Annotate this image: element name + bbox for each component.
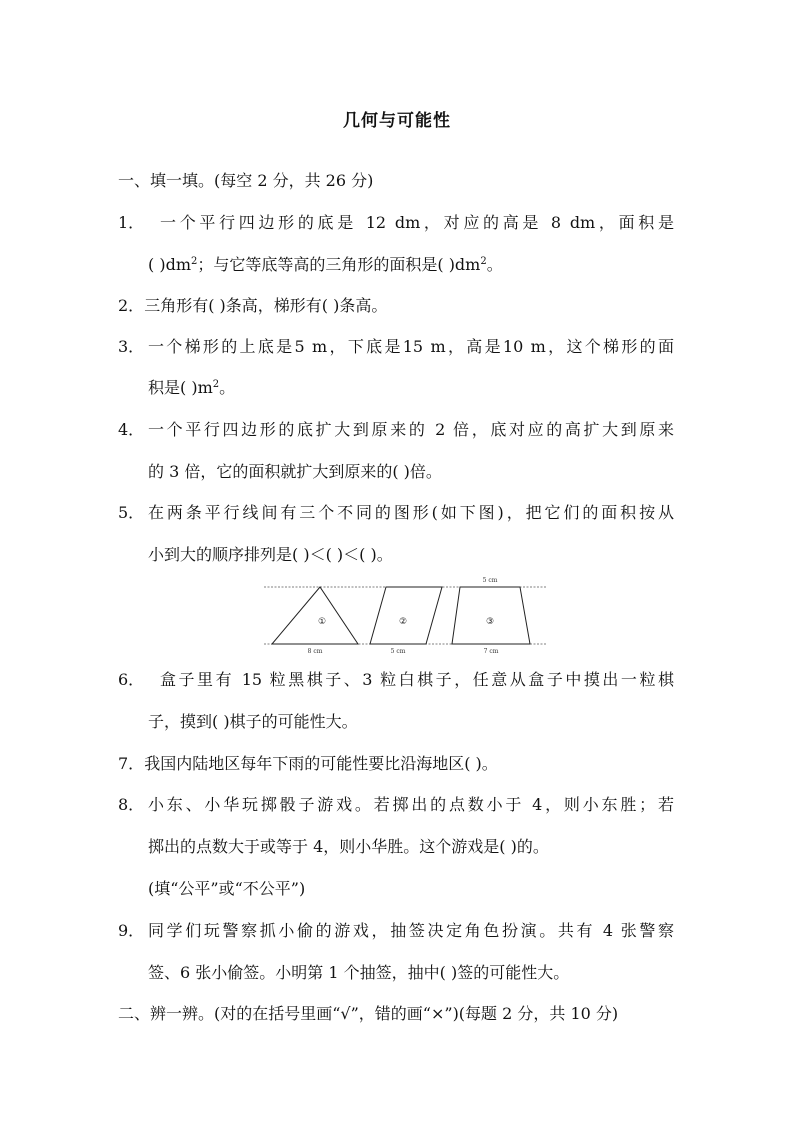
page-title: 几何与可能性 bbox=[343, 111, 451, 131]
parallelogram-mark: ② bbox=[398, 617, 408, 627]
question-6-line-1: 盒子里有 15 粒黑棋子、3 粒白棋子，任意从盒子中摸出一粒棋 bbox=[160, 670, 674, 689]
question-2 bbox=[118, 295, 387, 317]
trapezoid-mark: ③ bbox=[485, 617, 495, 627]
question-3-line-1: 一个梯形的上底是5 m，下底是15 m，高是10 m，这个梯形的面 bbox=[148, 337, 674, 356]
triangle-bottom-label: 8 cm bbox=[307, 648, 323, 655]
question-1-superscript-1: 2 bbox=[190, 256, 198, 267]
question-5-figure bbox=[262, 574, 548, 656]
question-3-superscript: 2 bbox=[212, 379, 220, 390]
question-4-number: 4． bbox=[118, 420, 145, 439]
question-6-line-2: 子，摸到( )棋子的可能性大。 bbox=[148, 712, 358, 731]
question-5-line-2: 小到大的顺序排列是( )＜( )＜( )。 bbox=[148, 545, 393, 564]
question-1-line-2-c: 。 bbox=[486, 255, 503, 274]
section-2-heading: 二、辨一辨。(对的在括号里画“√”，错的画“×”)(每题 2 分，共 10 分) bbox=[118, 1004, 619, 1023]
question-2-number: 2． bbox=[118, 296, 145, 315]
question-7-text: 我国内陆地区每年下雨的可能性要比沿海地区( )。 bbox=[144, 754, 498, 773]
section-1-heading: 一、填一填。(每空 2 分，共 26 分) bbox=[118, 171, 374, 190]
question-8-line-3: (填“公平”或“不公平”) bbox=[148, 879, 306, 898]
triangle-shape bbox=[272, 587, 358, 644]
question-3-number: 3． bbox=[118, 337, 145, 356]
question-2-text: 三角形有( )条高，梯形有( )条高。 bbox=[144, 296, 388, 315]
question-4-line-2: 的 3 倍，它的面积就扩大到原来的( )倍。 bbox=[148, 462, 442, 481]
parallel-lines-figure bbox=[262, 574, 548, 656]
question-4-line-1: 一个平行四边形的底扩大到原来的 2 倍，底对应的高扩大到原来 bbox=[148, 420, 674, 439]
question-8-number: 8． bbox=[118, 795, 145, 814]
question-1-line-1: 一个平行四边形的底是 12 dm，对应的高是 8 dm，面积是 bbox=[160, 213, 674, 232]
question-3-line-2 bbox=[148, 377, 235, 399]
triangle-mark: ① bbox=[317, 617, 327, 627]
trapezoid-top-label: 5 cm bbox=[482, 577, 498, 584]
question-7 bbox=[118, 753, 498, 775]
question-3-line-2-b: 。 bbox=[219, 378, 236, 397]
question-5-line-1: 在两条平行线间有三个不同的图形(如下图)，把它们的面积按从 bbox=[148, 503, 674, 522]
question-7-number: 7． bbox=[118, 754, 145, 773]
trapezoid-shape bbox=[452, 587, 530, 644]
question-1-line-2-b: ；与它等底等高的三角形的面积是( )dm bbox=[197, 255, 481, 274]
question-3-line-2-a: 积是( )m bbox=[148, 378, 213, 397]
question-6-number: 6． bbox=[118, 670, 145, 689]
question-1-line-2 bbox=[148, 254, 503, 276]
question-9-number: 9． bbox=[118, 921, 145, 940]
parallelogram-bottom-label: 5 cm bbox=[390, 648, 406, 655]
question-1-number: 1． bbox=[118, 213, 145, 232]
question-1-line-2-a: ( )dm bbox=[148, 255, 191, 274]
question-1-superscript-2: 2 bbox=[480, 256, 487, 267]
question-5-number: 5． bbox=[118, 503, 145, 522]
trapezoid-bottom-label: 7 cm bbox=[483, 648, 499, 655]
question-8-line-2: 掷出的点数大于或等于 4，则小华胜。这个游戏是( )的。 bbox=[148, 837, 549, 856]
parallelogram-shape bbox=[370, 587, 442, 644]
question-9-line-1: 同学们玩警察抓小偷的游戏，抽签决定角色扮演。共有 4 张警察 bbox=[148, 921, 674, 940]
question-8-line-1: 小东、小华玩掷骰子游戏。若掷出的点数小于 4，则小东胜；若 bbox=[148, 795, 674, 814]
question-9-line-2: 签、6 张小偷签。小明第 1 个抽签，抽中( )签的可能性大。 bbox=[148, 963, 570, 982]
